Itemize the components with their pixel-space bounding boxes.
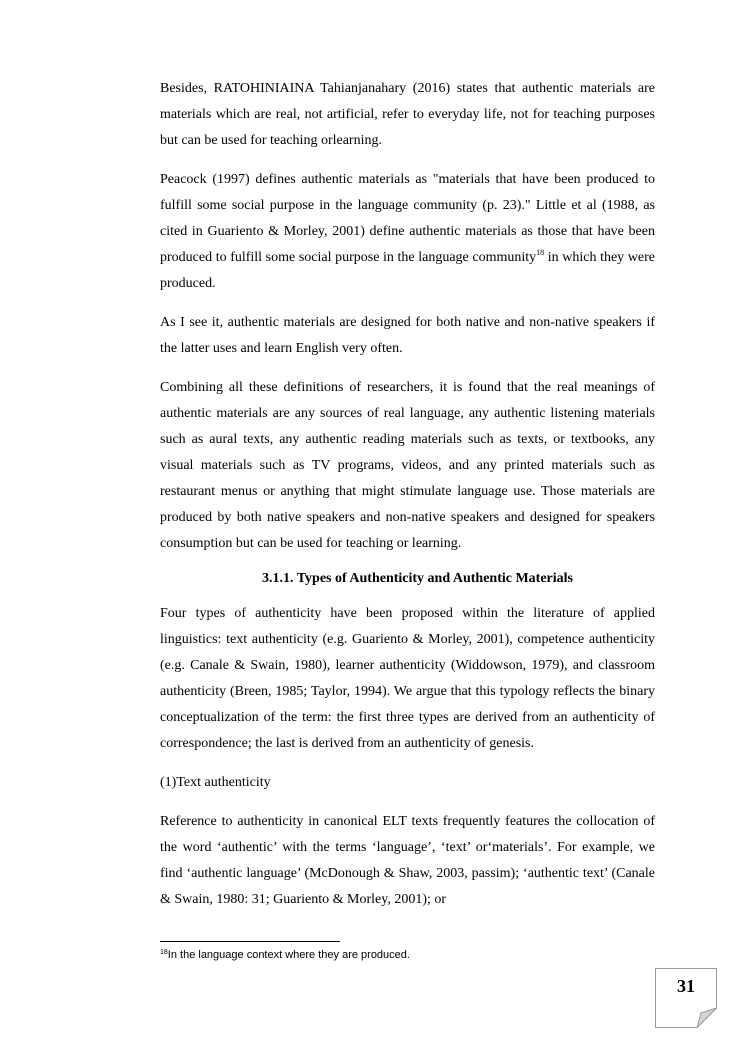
paragraph: Combining all these definitions of researchers, it is found that the real meanings of authentic materials are any sources of real language, any authentic listening materials such as aural texts, any authentic reading materials such as texts, or textbooks, any visual materials such as TV programs, videos, and any printed materials such as restaurant menus or anything that might stimulate language use. Those materials are produced by both native speakers and non-native speakers and designed for speakers consumption but can be used for teaching or learning.	[160, 380, 655, 551]
paragraph: As I see it, authentic materials are designed for both native and non-native speakers if the latter uses and learn English very often.	[160, 315, 655, 356]
paragraph: Besides, RATOHINIAINA Tahianjanahary (2016) states that authentic materials are materials which are real, not artificial, refer to everyday life, not for teaching purposes but can be used for teaching orlearning.	[160, 81, 655, 148]
document-body	[160, 76, 655, 926]
page-number-box	[655, 968, 717, 1028]
footnote-number: 18	[160, 949, 168, 956]
paragraph-text: Peacock (1997) defines authentic materials as "materials that have been produced to fulfill some social purpose in the language community (p. 23)." Little et al (1988, as cited in Guariento & Morley, 2001) define authentic materials as those that have been produced to fulfill some social purpose in the language community	[160, 172, 655, 265]
paragraph: Reference to authenticity in canonical ELT texts frequently features the collocation of the word ‘authentic’ with the terms ‘language’, ‘text’ or‘materials’. For example, we find ‘authentic language’ (McDonough & Shaw, 2003, passim); ‘authentic text’ (Canale & Swain, 1980: 31; Guariento & Morley, 2001); or	[160, 814, 655, 907]
paragraph-text: in which they were produced.	[160, 250, 655, 291]
paragraph: Four types of authenticity have been proposed within the literature of applied linguistics: text authenticity (e.g. Guariento & Morley, 2001), competence authenticity (e.g. Canale & Swain, 1980), learner authenticity (Widdowson, 1979), and classroom authenticity (Breen, 1985; Taylor, 1994). We argue that this typology reflects the binary conceptualization of the term: the first three types are derived from an authenticity of correspondence; the last is derived from an authenticity of genesis.	[160, 606, 655, 751]
footnote-reference: 18	[536, 248, 545, 257]
paragraph: (1)Text authenticity	[160, 775, 271, 790]
page-number: 31	[677, 976, 695, 996]
footnote	[160, 947, 655, 963]
paragraph	[160, 167, 655, 297]
footnote-divider	[160, 941, 340, 942]
footnote-text: In the language context where they are produced.	[167, 949, 410, 961]
section-heading: 3.1.1. Types of Authenticity and Authentic Materials	[262, 571, 573, 586]
